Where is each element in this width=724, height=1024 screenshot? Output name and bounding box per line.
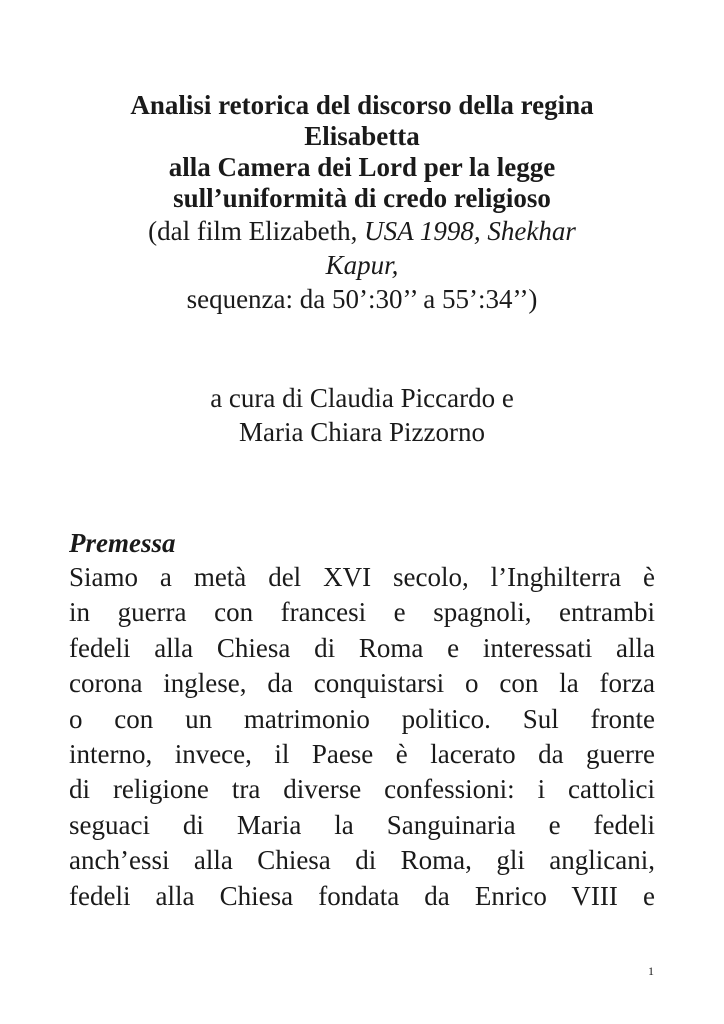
body-line: Siamo a metà del XVI secolo, l’Inghilterra è <box>69 562 655 592</box>
subtitle-film-details: USA 1998, Shekhar <box>364 216 576 246</box>
body-line: o con un matrimonio politico. Sul fronte <box>69 703 655 734</box>
section-heading: Premessa <box>69 528 176 558</box>
body-line: in guerra con francesi e spagnoli, entrambi <box>69 597 655 628</box>
body-line: di religione tra diverse confessioni: i cattolici <box>69 774 655 805</box>
subtitle-sequence: sequenza: da 50’:30’’ a 55’:34’’) <box>186 284 538 314</box>
subtitle-film-prefix: (dal film Elizabeth, <box>148 216 365 246</box>
title-block <box>60 90 664 316</box>
body-line: anch’essi alla Chiesa di Roma, gli anglicani, <box>69 845 655 876</box>
body-paragraph <box>69 560 655 914</box>
title-line-3: alla Camera dei Lord per la legge <box>168 152 556 182</box>
authors-line-2: Maria Chiara Pizzorno <box>239 417 485 447</box>
authors-line-1: a cura di Claudia Piccardo e <box>210 383 514 413</box>
body-line: fedeli alla Chiesa fondata da Enrico VIII e <box>69 880 655 911</box>
subtitle-line-1 <box>60 214 664 248</box>
body-line: fedeli alla Chiesa di Roma e interessati alla <box>69 632 655 663</box>
subtitle-director: Kapur, <box>325 250 399 280</box>
title-line-2: Elisabetta <box>304 121 420 151</box>
title-line-4: sull’uniformità di credo religioso <box>173 183 551 213</box>
body-line: interno, invece, il Paese è lacerato da guerre <box>69 739 655 770</box>
body-line: seguaci di Maria la Sanguinaria e fedeli <box>69 809 655 840</box>
authors-block <box>60 381 664 449</box>
page-number: 1 <box>648 964 654 978</box>
title-line-1: Analisi retorica del discorso della regina <box>130 90 594 120</box>
body-line: corona inglese, da conquistarsi o con la forza <box>69 668 655 699</box>
subtitle-line-2 <box>60 248 664 282</box>
